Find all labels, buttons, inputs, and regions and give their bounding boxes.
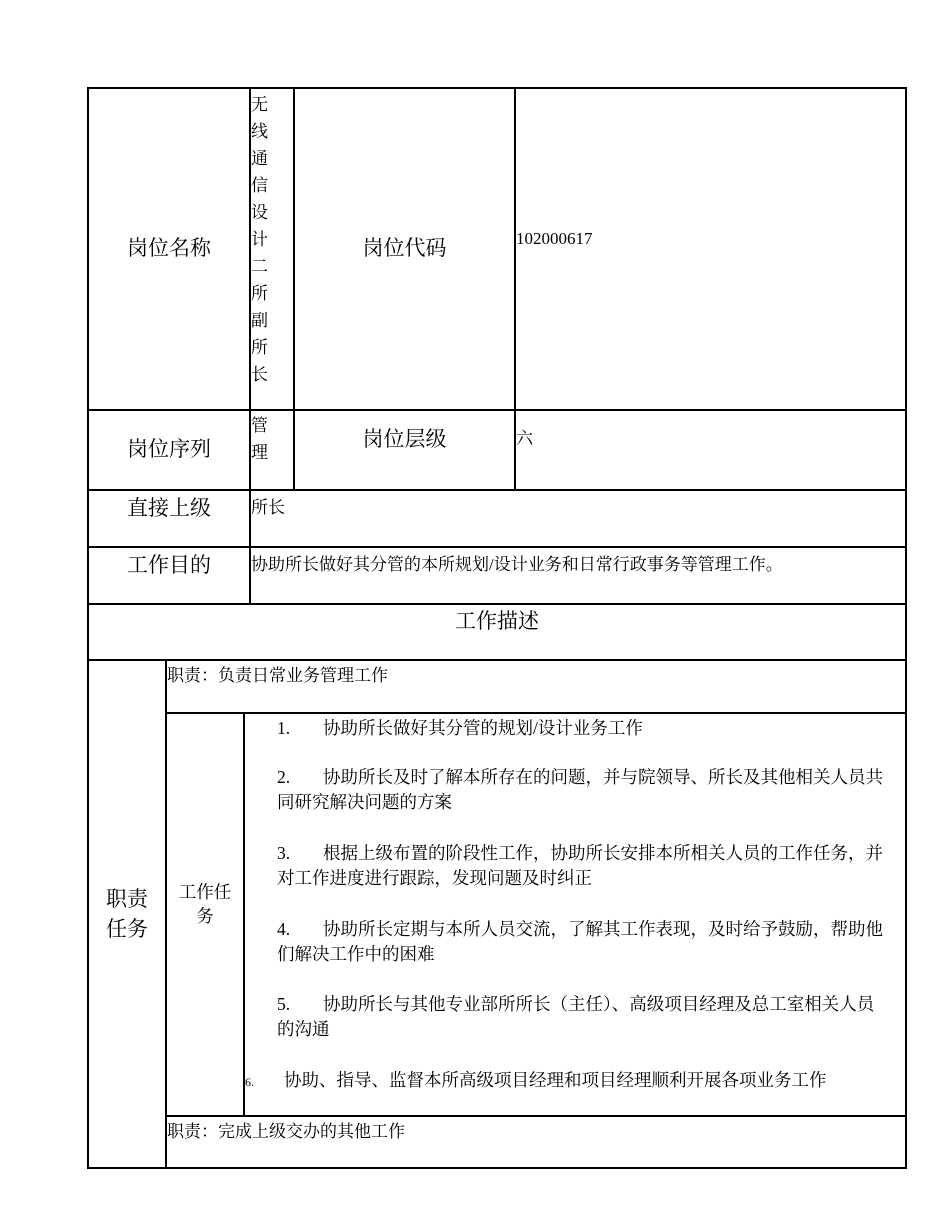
task-item — [277, 992, 887, 1042]
purpose-label: 工作目的 — [127, 552, 211, 577]
position-code-label: 岗位代码 — [362, 236, 447, 261]
col-divider — [905, 87, 907, 1169]
duties-label-text: 职责任务 — [106, 887, 148, 941]
description-title: 工作描述 — [455, 609, 539, 634]
row-divider — [165, 712, 907, 714]
position-sequence-label: 岗位序列 — [127, 437, 211, 462]
task-item — [277, 716, 887, 741]
task-number: 2. — [277, 767, 291, 787]
tasks-label-text: 工作任务 — [178, 882, 232, 926]
supervisor-value: 所长 — [251, 498, 285, 517]
col-divider — [243, 712, 245, 1117]
position-sequence-value: 管理 — [251, 416, 268, 462]
task-number: 4. — [277, 919, 291, 939]
task-item — [277, 765, 887, 815]
task-item — [277, 841, 887, 891]
row-divider — [87, 1167, 907, 1169]
task-text: 协助所长与其他专业部所所长（主任）、高级项目经理及总工室相关人员的沟通 — [277, 994, 875, 1039]
task-item — [245, 1068, 895, 1095]
task-number: 1. — [277, 718, 291, 738]
position-level-value: 六 — [516, 429, 533, 448]
task-number: 3. — [277, 843, 291, 863]
position-name-label: 岗位名称 — [127, 236, 211, 261]
supervisor-label: 直接上级 — [127, 495, 211, 520]
row-divider — [165, 1115, 907, 1117]
position-name-value: 无线通信设计二所副所长 — [251, 95, 268, 384]
task-item — [277, 917, 887, 967]
purpose-value: 协助所长做好其分管的本所规划/设计业务和日常行政事务等管理工作。 — [251, 555, 783, 574]
task-number: 6. — [245, 1075, 254, 1089]
duty-2: 职责：完成上级交办的其他工作 — [167, 1122, 405, 1141]
duties-label — [89, 661, 165, 1167]
task-text: 协助所长做好其分管的规划/设计业务工作 — [323, 718, 643, 738]
task-number: 5. — [277, 994, 291, 1014]
position-code-value: 102000617 — [516, 229, 593, 248]
row-divider — [87, 659, 907, 661]
tasks-label — [167, 714, 243, 1094]
task-text: 协助、指导、监督本所高级项目经理和项目经理顺利开展各项业务工作 — [284, 1070, 827, 1090]
task-text: 协助所长定期与本所人员交流，了解其工作表现，及时给予鼓励，帮助他们解决工作中的困难 — [277, 919, 883, 964]
duty-1: 职责：负责日常业务管理工作 — [167, 666, 388, 685]
position-level-label: 岗位层级 — [362, 427, 447, 452]
task-text: 根据上级布置的阶段性工作，协助所长安排本所相关人员的工作任务，并对工作进度进行跟踪，发现问题及时纠正 — [277, 843, 883, 888]
task-text: 协助所长及时了解本所存在的问题，并与院领导、所长及其他相关人员共同研究解决问题的方案 — [277, 767, 883, 812]
